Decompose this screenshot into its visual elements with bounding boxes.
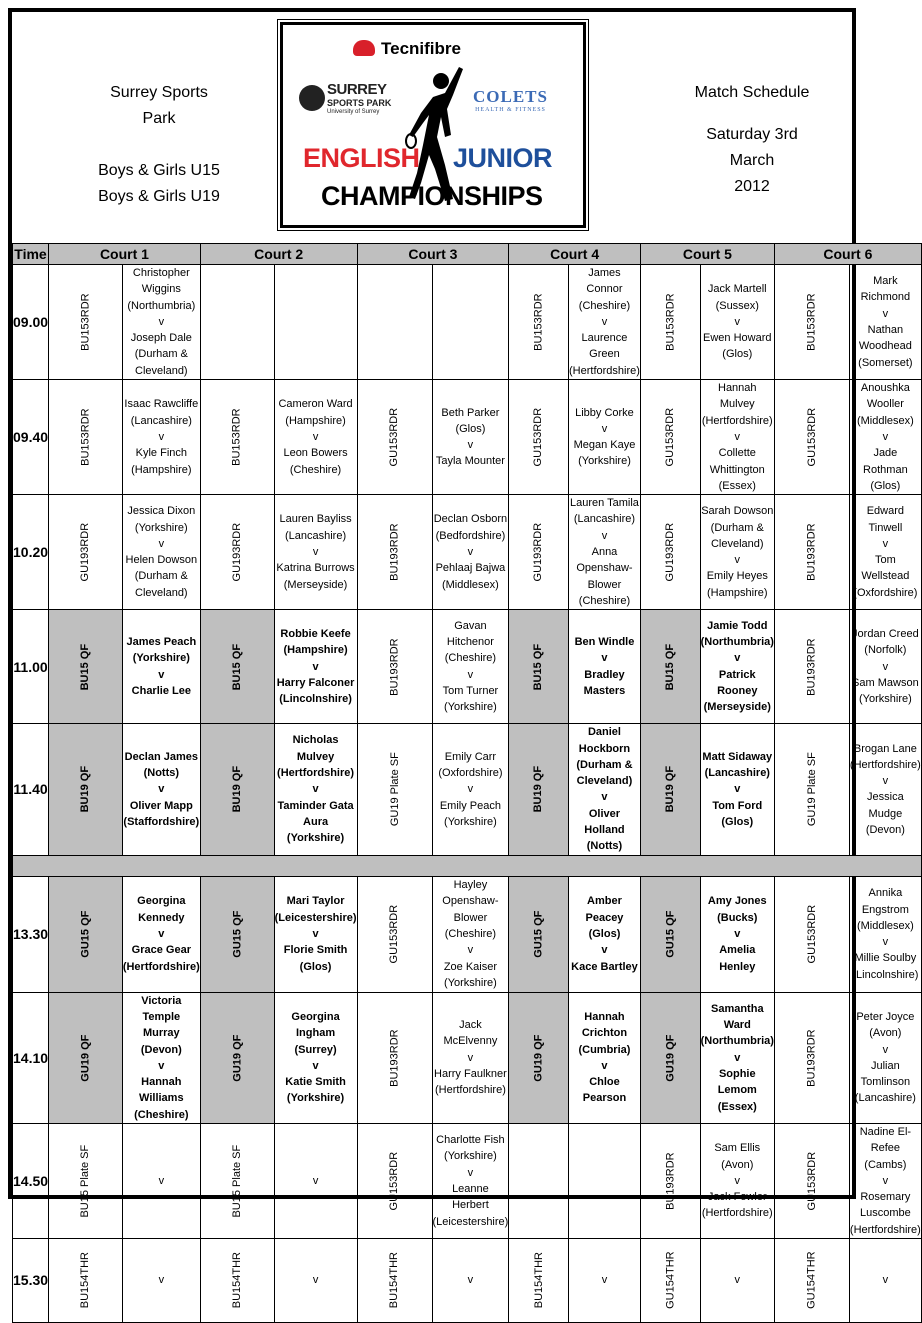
championship-logo: Tecnifibre SURREY SPORTS PARK University of Surrey COLETS HEALTH & FITNESS ENGLISH JUNIOR CHAMPIONSHIPS	[280, 22, 586, 228]
match-code-cell	[640, 876, 700, 992]
table-row	[13, 1123, 922, 1238]
match-cell	[569, 1123, 641, 1238]
match-cell: Jessica Dixon (Yorkshire) v Helen Dowson (Durham & Cleveland)	[122, 495, 200, 610]
match-code: BU15 QF	[664, 643, 677, 690]
match-code: BU19 QF	[231, 766, 244, 813]
time-cell: 13.30	[13, 876, 49, 992]
page-title: Match Schedule	[694, 84, 810, 101]
date-line-1: Saturday 3rd	[706, 126, 798, 143]
match-cell: v	[700, 1239, 774, 1323]
match-code: GU153RDR	[388, 407, 401, 467]
match-code-cell	[509, 1239, 569, 1323]
match-code-cell	[509, 876, 569, 992]
match-cell: Emily Carr (Oxfordshire) v Emily Peach (Yorkshire)	[432, 724, 509, 855]
match-cell: Peter Joyce (Avon) v Julian Tomlinson (Lancashire)	[849, 992, 921, 1123]
match-code-cell	[774, 876, 849, 992]
table-row	[13, 380, 922, 495]
match-cell: Jack Martell (Sussex) v Ewen Howard (Glos)	[700, 265, 774, 380]
table-row	[13, 265, 922, 380]
match-cell	[432, 265, 509, 380]
match-cell: Nadine El-Refee (Cambs) v Rosemary Luscombe (Hertfordshire)	[849, 1123, 921, 1238]
match-cell: v	[274, 1123, 357, 1238]
match-code-cell	[357, 610, 432, 724]
match-code-cell	[357, 1123, 432, 1238]
match-cell: Cameron Ward (Hampshire) v Leon Bowers (Cheshire)	[274, 380, 357, 495]
match-code: GU15 QF	[79, 910, 92, 958]
time-cell: 11.00	[13, 610, 49, 724]
match-code-cell	[774, 724, 849, 855]
match-code: BU153RDR	[231, 408, 244, 466]
match-code-cell	[774, 610, 849, 724]
match-code-cell	[640, 610, 700, 724]
title-line-2: CHAMPIONSHIPS	[321, 181, 543, 211]
match-code-cell	[509, 992, 569, 1123]
match-code-cell	[774, 380, 849, 495]
table-row	[13, 1239, 922, 1323]
match-code-cell	[200, 265, 274, 380]
match-code: BU153RDR	[664, 293, 677, 351]
match-code: GU19 QF	[532, 1034, 545, 1082]
match-code: BU193RDR	[805, 637, 818, 696]
table-header-row	[13, 244, 922, 265]
match-code-cell	[774, 1239, 849, 1323]
match-code: GU19 QF	[664, 1034, 677, 1082]
match-cell: Brogan Lane (Hertfordshire) v Jessica Mudge (Devon)	[849, 724, 921, 855]
match-code-cell	[640, 992, 700, 1123]
match-code: GU153RDR	[532, 407, 545, 467]
col-header-court-3: Court 3	[357, 244, 509, 265]
match-code-cell	[357, 992, 432, 1123]
match-code-cell	[357, 380, 432, 495]
match-code-cell	[774, 265, 849, 380]
match-cell: v	[569, 1239, 641, 1323]
match-cell: Hannah Mulvey (Hertfordshire) v Collette Whittington (Essex)	[700, 380, 774, 495]
match-code: GU153RDR	[805, 904, 818, 964]
match-cell: Hayley Openshaw- Blower (Cheshire) v Zoe Kaiser (Yorkshire)	[432, 876, 509, 992]
match-code: GU153RDR	[805, 407, 818, 467]
match-code-cell	[774, 495, 849, 610]
venue-line-1: Surrey Sports	[110, 84, 208, 101]
match-code: GU153RDR	[805, 1151, 818, 1211]
match-cell: Robbie Keefe (Hampshire) v Harry Falconer (Lincolnshire)	[274, 610, 357, 724]
match-code: GU15 QF	[532, 910, 545, 958]
ssp-emblem-icon	[299, 85, 325, 111]
match-cell: James Connor (Cheshire) v Laurence Green (Hertfordshire)	[569, 265, 641, 380]
match-code-cell	[200, 876, 274, 992]
venue-line-2: Park	[142, 110, 176, 127]
match-cell: Georgina Kennedy v Grace Gear (Hertfordshire)	[122, 876, 200, 992]
table-row	[13, 876, 922, 992]
time-cell: 14.50	[13, 1123, 49, 1238]
match-cell: Mark Richmond v Nathan Woodhead (Somerset)	[849, 265, 921, 380]
match-code-cell	[509, 265, 569, 380]
match-code: BU154THR	[79, 1252, 92, 1309]
match-cell: Libby Corke v Megan Kaye (Yorkshire)	[569, 380, 641, 495]
match-cell: v	[849, 1239, 921, 1323]
match-cell: v	[122, 1239, 200, 1323]
match-code-cell	[357, 724, 432, 855]
date-line-3: 2012	[734, 178, 770, 195]
match-cell: Beth Parker (Glos) v Tayla Mounter	[432, 380, 509, 495]
tecnifibre-logo: Tecnifibre	[353, 39, 461, 59]
match-code-cell	[509, 1123, 569, 1238]
match-code-cell	[640, 1123, 700, 1238]
match-code-cell	[357, 495, 432, 610]
match-cell: Nicholas Mulvey (Hertfordshire) v Taminder Gata Aura (Yorkshire)	[274, 724, 357, 855]
match-code: BU153RDR	[79, 293, 92, 351]
match-code: GU15 QF	[664, 910, 677, 958]
match-cell: Charlotte Fish (Yorkshire) v Leanne Herbert (Leicestershire)	[432, 1123, 509, 1238]
match-code: BU19 QF	[664, 766, 677, 813]
match-code-cell	[200, 610, 274, 724]
title-line-1: ENGLISH JUNIOR	[303, 143, 553, 173]
match-code-cell	[509, 724, 569, 855]
table-row	[13, 610, 922, 724]
time-cell: 11.40	[13, 724, 49, 855]
table-row	[13, 495, 922, 610]
time-cell: 09.40	[13, 380, 49, 495]
match-cell: Declan James (Notts) v Oliver Mapp (Staffordshire)	[122, 724, 200, 855]
match-code: BU15 Plate SF	[231, 1144, 244, 1218]
time-cell: 15.30	[13, 1239, 49, 1323]
match-code: BU153RDR	[79, 408, 92, 466]
match-code: BU193RDR	[388, 637, 401, 696]
match-code: GU193RDR	[231, 522, 244, 582]
match-code: BU153RDR	[805, 293, 818, 351]
match-code-cell	[509, 495, 569, 610]
match-cell: Hannah Crichton (Cumbria) v Chloe Pearson	[569, 992, 641, 1123]
col-header-time: Time	[13, 244, 49, 265]
match-code: BU15 Plate SF	[79, 1144, 92, 1218]
match-cell: Jamie Todd (Northumbria) v Patrick Rooney (Merseyside)	[700, 610, 774, 724]
match-code: GU193RDR	[664, 522, 677, 582]
match-cell: Isaac Rawcliffe (Lancashire) v Kyle Finch (Hampshire)	[122, 380, 200, 495]
match-code-cell	[640, 495, 700, 610]
lunch-break-row	[13, 855, 922, 876]
match-code: BU15 QF	[532, 643, 545, 690]
match-cell: Jordan Creed (Norfolk) v Sam Mawson (Yorkshire)	[849, 610, 921, 724]
match-code-cell	[200, 495, 274, 610]
match-code-cell	[49, 876, 123, 992]
col-header-court-4: Court 4	[509, 244, 641, 265]
match-code-cell	[200, 1239, 274, 1323]
time-cell: 09.00	[13, 265, 49, 380]
match-code: BU19 QF	[532, 766, 545, 813]
match-cell: Victoria Temple Murray (Devon) v Hannah Williams (Cheshire)	[122, 992, 200, 1123]
match-cell: Ben Windle v Bradley Masters	[569, 610, 641, 724]
match-cell: Lauren Bayliss (Lancashire) v Katrina Burrows (Merseyside)	[274, 495, 357, 610]
match-code: GU19 Plate SF	[388, 752, 401, 827]
match-cell: Mari Taylor (Leicestershire) v Florie Smith (Glos)	[274, 876, 357, 992]
match-cell: v	[432, 1239, 509, 1323]
match-cell: Sarah Dowson (Durham & Cleveland) v Emily Heyes (Hampshire)	[700, 495, 774, 610]
groups-line-1: Boys & Girls U15	[98, 162, 220, 179]
col-header-court-5: Court 5	[640, 244, 774, 265]
match-code: BU154THR	[532, 1252, 545, 1309]
match-code-cell	[200, 1123, 274, 1238]
match-code: GU193RDR	[79, 522, 92, 582]
match-code: GU153RDR	[388, 1151, 401, 1211]
colets-logo: COLETS HEALTH & FITNESS	[473, 87, 548, 113]
match-code: GU153RDR	[388, 904, 401, 964]
match-code: BU193RDR	[388, 1029, 401, 1087]
match-code: GU19 QF	[79, 1034, 92, 1082]
table-row	[13, 992, 922, 1123]
match-code-cell	[49, 992, 123, 1123]
groups-line-2: Boys & Girls U19	[98, 188, 220, 205]
match-cell: Edward Tinwell v Tom Wellstead (Oxfordshire)	[849, 495, 921, 610]
match-cell	[274, 265, 357, 380]
match-cell: Georgina Ingham (Surrey) v Katie Smith (Yorkshire)	[274, 992, 357, 1123]
match-cell: v	[122, 1123, 200, 1238]
match-cell: James Peach (Yorkshire) v Charlie Lee	[122, 610, 200, 724]
match-cell: Amber Peacey (Glos) v Kace Bartley	[569, 876, 641, 992]
match-code: GU154THR	[805, 1251, 818, 1310]
match-code: BU19 QF	[79, 766, 92, 813]
match-code-cell	[509, 380, 569, 495]
match-code: BU193RDR	[664, 1152, 677, 1210]
match-code-cell	[200, 380, 274, 495]
match-cell: Samantha Ward (Northumbria) v Sophie Lemom (Essex)	[700, 992, 774, 1123]
match-code-cell	[640, 724, 700, 855]
match-code-cell	[640, 1239, 700, 1323]
match-code: GU153RDR	[664, 407, 677, 467]
match-code: BU193RDR	[805, 1029, 818, 1087]
match-code: BU15 QF	[79, 643, 92, 690]
table-row	[13, 724, 922, 855]
time-cell: 10.20	[13, 495, 49, 610]
match-cell: Matt Sidaway (Lancashire) v Tom Ford (Glos)	[700, 724, 774, 855]
schedule-info	[672, 80, 832, 200]
match-code: BU153RDR	[532, 293, 545, 351]
match-code-cell	[49, 265, 123, 380]
match-cell: v	[274, 1239, 357, 1323]
match-code: BU193RDR	[388, 523, 401, 581]
match-code: BU154THR	[388, 1252, 401, 1309]
match-cell: Jack McElvenny v Harry Faulkner (Hertfordshire)	[432, 992, 509, 1123]
match-code-cell	[49, 1239, 123, 1323]
match-code: GU19 Plate SF	[805, 752, 818, 827]
match-code: BU154THR	[231, 1252, 244, 1309]
match-cell: Lauren Tamila (Lancashire) v Anna Openshaw- Blower (Cheshire)	[569, 495, 641, 610]
match-code-cell	[49, 495, 123, 610]
col-header-court-1: Court 1	[49, 244, 201, 265]
match-code: BU15 QF	[231, 643, 244, 690]
schedule-table	[12, 243, 922, 1323]
match-code-cell	[640, 265, 700, 380]
match-code-cell	[49, 1123, 123, 1238]
match-cell: Anoushka Wooller (Middlesex) v Jade Rothman (Glos)	[849, 380, 921, 495]
match-cell: Christopher Wiggins (Northumbria) v Joseph Dale (Durham & Cleveland)	[122, 265, 200, 380]
match-code-cell	[357, 1239, 432, 1323]
match-cell: Annika Engstrom (Middlesex) v Millie Soulby (Lincolnshire)	[849, 876, 921, 992]
match-code-cell	[357, 876, 432, 992]
match-code-cell	[357, 265, 432, 380]
break-cell	[13, 855, 922, 876]
match-code: BU193RDR	[805, 523, 818, 581]
match-code: GU15 QF	[231, 910, 244, 958]
date-line-2: March	[729, 152, 775, 169]
match-code-cell	[49, 724, 123, 855]
match-code: GU193RDR	[532, 522, 545, 582]
match-code-cell	[200, 724, 274, 855]
match-code: GU19 QF	[231, 1034, 244, 1082]
match-code: GU154THR	[664, 1251, 677, 1310]
match-code-cell	[200, 992, 274, 1123]
match-code-cell	[49, 610, 123, 724]
match-cell: Sam Ellis (Avon) v Jack Fowler (Hertfordshire)	[700, 1123, 774, 1238]
match-code-cell	[509, 610, 569, 724]
venue-info	[84, 80, 234, 210]
col-header-court-2: Court 2	[200, 244, 357, 265]
tecnifibre-icon	[353, 40, 375, 56]
col-header-court-6: Court 6	[774, 244, 921, 265]
match-cell: Daniel Hockborn (Durham & Cleveland) v Oliver Holland (Notts)	[569, 724, 641, 855]
match-code-cell	[774, 992, 849, 1123]
time-cell: 14.10	[13, 992, 49, 1123]
match-code-cell	[774, 1123, 849, 1238]
match-code-cell	[49, 380, 123, 495]
match-cell: Amy Jones (Bucks) v Amelia Henley	[700, 876, 774, 992]
match-cell: Declan Osborn (Bedfordshire) v Pehlaaj Bajwa (Middlesex)	[432, 495, 509, 610]
match-cell: Gavan Hitchenor (Cheshire) v Tom Turner (Yorkshire)	[432, 610, 509, 724]
match-code-cell	[640, 380, 700, 495]
